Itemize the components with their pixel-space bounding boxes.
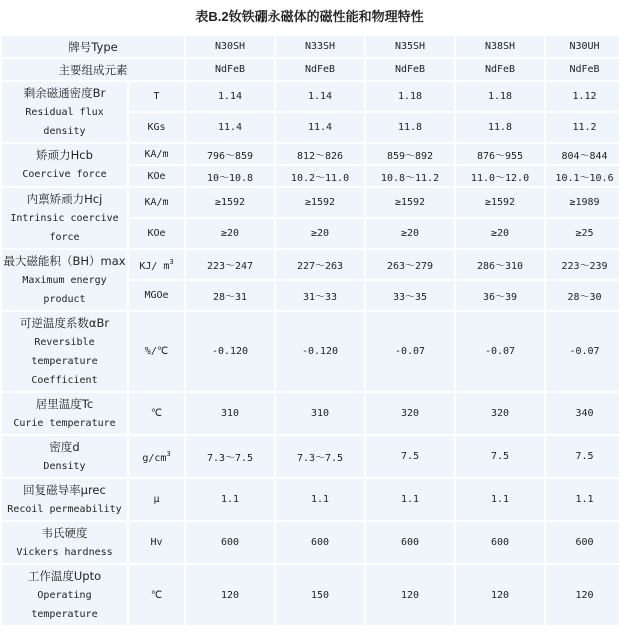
value-cell: 33～35 [366,281,454,310]
unit-cell: ℃ [129,393,184,434]
value-cell: 1.14 [186,82,274,111]
property-bhmax: 最大磁能积（BH）max Maximum energy product [2,250,127,310]
value-cell: ≥1592 [456,188,544,217]
value-cell: 7.5 [456,436,544,477]
value-cell: ≥1592 [366,188,454,217]
value-cell: ≥1989 [546,188,619,217]
value-cell: 11.2 [546,113,619,142]
value-cell: 340 [546,393,619,434]
unit-cell: T [129,82,184,111]
value-cell: 11.4 [186,113,274,142]
value-cell: 31～33 [276,281,364,310]
value-cell: 286～310 [456,250,544,279]
grade-cell: N33SH [276,36,364,57]
value-cell: 876～955 [456,144,544,164]
property-curie: 居里温度Tc Curie temperature [2,393,127,434]
value-cell: 10～10.8 [186,166,274,186]
property-hcj: 内禀矫顽力Hcj Intrinsic coercive force [2,188,127,248]
row-label-type: 牌号Type [2,36,184,57]
unit-cell: KOe [129,219,184,248]
value-cell: ≥1592 [186,188,274,217]
table-row [2,59,619,80]
value-cell: 859～892 [366,144,454,164]
value-cell: ≥20 [186,219,274,248]
grade-cell: N30SH [186,36,274,57]
value-cell: 812～826 [276,144,364,164]
value-cell: 600 [456,522,544,563]
value-cell: -0.07 [456,312,544,391]
value-cell: 11.4 [276,113,364,142]
value-cell: 223～239 [546,250,619,279]
value-cell: ≥1592 [276,188,364,217]
unit-cell: KA/m [129,188,184,217]
value-cell: 310 [186,393,274,434]
value-cell: 1.18 [456,82,544,111]
property-temp-coefficient: 可逆温度系数αBr Reversible temperature Coefficient [2,312,127,391]
value-cell: NdFeB [366,59,454,80]
grade-cell: N35SH [366,36,454,57]
value-cell: 320 [366,393,454,434]
value-cell: 310 [276,393,364,434]
value-cell: 10.1～10.6 [546,166,619,186]
value-cell: 120 [366,565,454,625]
table-row [2,436,619,477]
value-cell: 120 [456,565,544,625]
table-row [2,36,619,57]
value-cell: 320 [456,393,544,434]
value-cell: NdFeB [456,59,544,80]
row-label-composition: 主要组成元素 [2,59,184,80]
unit-cell: μ [129,479,184,520]
value-cell: ≥25 [546,219,619,248]
value-cell: 1.1 [546,479,619,520]
value-cell: 28～31 [186,281,274,310]
value-cell: -0.07 [546,312,619,391]
unit-cell: KJ/ $m^3$ [129,250,184,279]
value-cell: 7.3～7.5 [186,436,274,477]
value-cell: NdFeB [276,59,364,80]
table-title: 表B.2钕铁硼永磁体的磁性能和物理特性 [195,9,424,24]
table-row [2,82,619,111]
value-cell: 600 [546,522,619,563]
value-cell: NdFeB [546,59,619,80]
unit-cell: ℃ [129,565,184,625]
value-cell: 1.12 [546,82,619,111]
value-cell: 223～247 [186,250,274,279]
value-cell: 10.2～11.0 [276,166,364,186]
value-cell: -0.120 [186,312,274,391]
unit-cell: $g/cm^3$ [129,436,184,477]
value-cell: 227～263 [276,250,364,279]
value-cell: -0.07 [366,312,454,391]
value-cell: -0.120 [276,312,364,391]
value-cell: ≥20 [276,219,364,248]
unit-cell: KA/m [129,144,184,164]
value-cell: 796～859 [186,144,274,164]
value-cell: 1.14 [276,82,364,111]
value-cell: 11.0～12.0 [456,166,544,186]
unit-cell: Hv [129,522,184,563]
value-cell: 7.5 [366,436,454,477]
grade-cell: N38SH [456,36,544,57]
value-cell: 150 [276,565,364,625]
value-cell: 120 [546,565,619,625]
value-cell: 600 [186,522,274,563]
unit-cell: KGs [129,113,184,142]
table-row [2,188,619,217]
property-density: 密度d Density [2,436,127,477]
value-cell: 600 [276,522,364,563]
table-row [2,565,619,625]
property-operating-temperature: 工作温度Upto Operating temperature [2,565,127,625]
unit-cell: MGOe [129,281,184,310]
value-cell: 7.5 [546,436,619,477]
value-cell: 1.1 [366,479,454,520]
unit-cell: %/℃ [129,312,184,391]
table-row [2,479,619,520]
value-cell: NdFeB [186,59,274,80]
value-cell: 11.8 [456,113,544,142]
property-hcb: 矫顽力Hcb Coercive force [2,144,127,186]
value-cell: 263～279 [366,250,454,279]
value-cell: ≥20 [456,219,544,248]
value-cell: 600 [366,522,454,563]
value-cell: 1.18 [366,82,454,111]
value-cell: 1.1 [186,479,274,520]
value-cell: 120 [186,565,274,625]
table-row [2,144,619,164]
value-cell: 7.3～7.5 [276,436,364,477]
value-cell: 1.1 [276,479,364,520]
value-cell: ≥20 [366,219,454,248]
table-row [2,393,619,434]
property-hardness: 韦氏硬度 Vickers hardness [2,522,127,563]
value-cell: 804～844 [546,144,619,164]
table-row [2,312,619,391]
value-cell: 28～30 [546,281,619,310]
unit-cell: KOe [129,166,184,186]
magnet-properties-table [0,34,619,627]
table-row [2,250,619,279]
value-cell: 1.1 [456,479,544,520]
property-permeability: 回复磁导率μrec Recoil permeability [2,479,127,520]
value-cell: 10.8～11.2 [366,166,454,186]
property-remanence: 剩余磁通密度Br Residual flux density [2,82,127,142]
grade-cell: N30UH [546,36,619,57]
table-row [2,522,619,563]
value-cell: 11.8 [366,113,454,142]
value-cell: 36～39 [456,281,544,310]
